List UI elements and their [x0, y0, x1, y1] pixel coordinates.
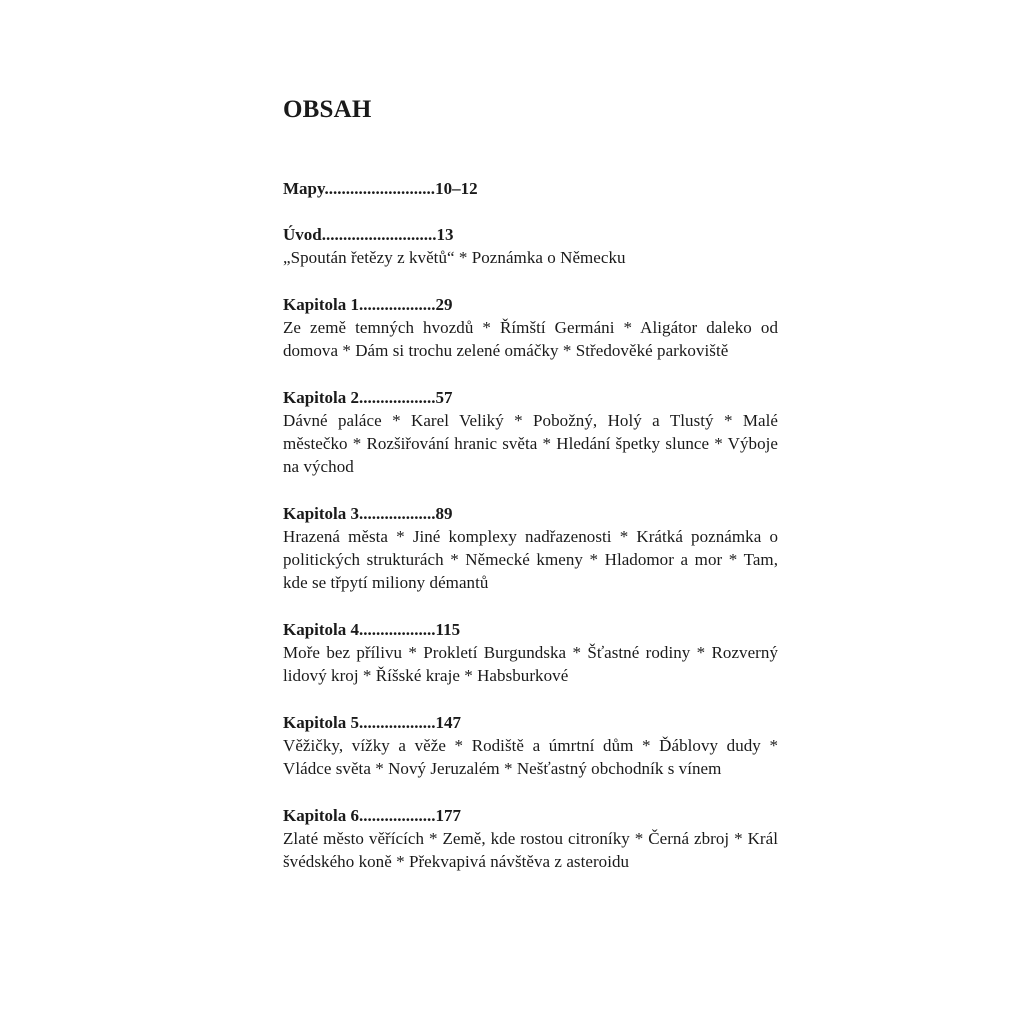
- toc-entry-label: Kapitola 4..................: [283, 620, 436, 639]
- toc-entry-label: Mapy..........................: [283, 179, 436, 198]
- toc-entry-pages: 10–12: [435, 179, 478, 198]
- toc-entry-label: Úvod...........................: [283, 225, 437, 244]
- toc-entry-description: Dávné paláce * Karel Veliký * Pobožný, Holý a Tlustý * Malé městečko * Rozšiřování hranic světa * Hledání špetky slunce * Výboje na východ: [283, 411, 778, 476]
- toc-entry-description: Věžičky, vížky a věže * Rodiště a úmrtní dům * Ďáblovy dudy * Vládce světa * Nový Jeruzalém * Nešťastný obchodník s vínem: [283, 736, 778, 778]
- toc-entry-intro: [283, 223, 783, 269]
- toc-entry-pages: 147: [435, 713, 462, 732]
- toc-entry-heading: [283, 711, 783, 734]
- toc-entry-label: Kapitola 1..................: [283, 295, 436, 314]
- toc-entry-heading: [283, 177, 783, 200]
- toc-entry-heading: [283, 386, 783, 409]
- toc-entry-label: Kapitola 2..................: [283, 388, 436, 407]
- toc-entry-chapter-2: [283, 386, 783, 478]
- toc-entry-chapter-6: [283, 804, 783, 873]
- toc-list: [283, 177, 783, 873]
- toc-entry-maps: [283, 177, 783, 200]
- toc-entry-pages: 57: [435, 388, 453, 407]
- toc-entry-heading: [283, 502, 783, 525]
- table-of-contents-page: [283, 95, 783, 897]
- page-title: OBSAH: [283, 96, 372, 123]
- toc-entry-chapter-5: [283, 711, 783, 780]
- toc-entry-label: Kapitola 5..................: [283, 713, 436, 732]
- toc-entry-label: Kapitola 3..................: [283, 504, 436, 523]
- toc-entry-chapter-1: [283, 293, 783, 362]
- toc-entry-chapter-4: [283, 618, 783, 687]
- toc-entry-heading: [283, 223, 783, 246]
- toc-entry-pages: 89: [435, 504, 453, 523]
- toc-entry-label: Kapitola 6..................: [283, 806, 436, 825]
- toc-entry-pages: 115: [435, 620, 461, 639]
- toc-entry-description: Moře bez přílivu * Prokletí Burgundska * Šťastné rodiny * Rozverný lidový kroj * Říšské kraje * Habsburkové: [283, 643, 778, 685]
- toc-entry-heading: [283, 804, 783, 827]
- toc-entry-pages: 13: [436, 225, 454, 244]
- toc-entry-description: Hrazená města * Jiné komplexy nadřazenosti * Krátká poznámka o politických strukturách * Německé kmeny * Hladomor a mor * Tam, kde se třpytí miliony démantů: [283, 527, 778, 592]
- toc-entry-chapter-3: [283, 502, 783, 594]
- toc-entry-pages: 177: [435, 806, 462, 825]
- toc-entry-heading: [283, 618, 783, 641]
- toc-entry-heading: [283, 293, 783, 316]
- toc-entry-description: Zlaté město věřících * Země, kde rostou citroníky * Černá zbroj * Král švédského koně * Překvapivá návštěva z asteroidu: [283, 829, 778, 871]
- toc-entry-pages: 29: [435, 295, 453, 314]
- toc-entry-description: Ze země temných hvozdů * Římští Germáni * Aligátor daleko od domova * Dám si trochu zelené omáčky * Středověké parkoviště: [283, 318, 778, 360]
- toc-entry-description: „Spoután řetězy z květů“ * Poznámka o Německu: [283, 248, 626, 267]
